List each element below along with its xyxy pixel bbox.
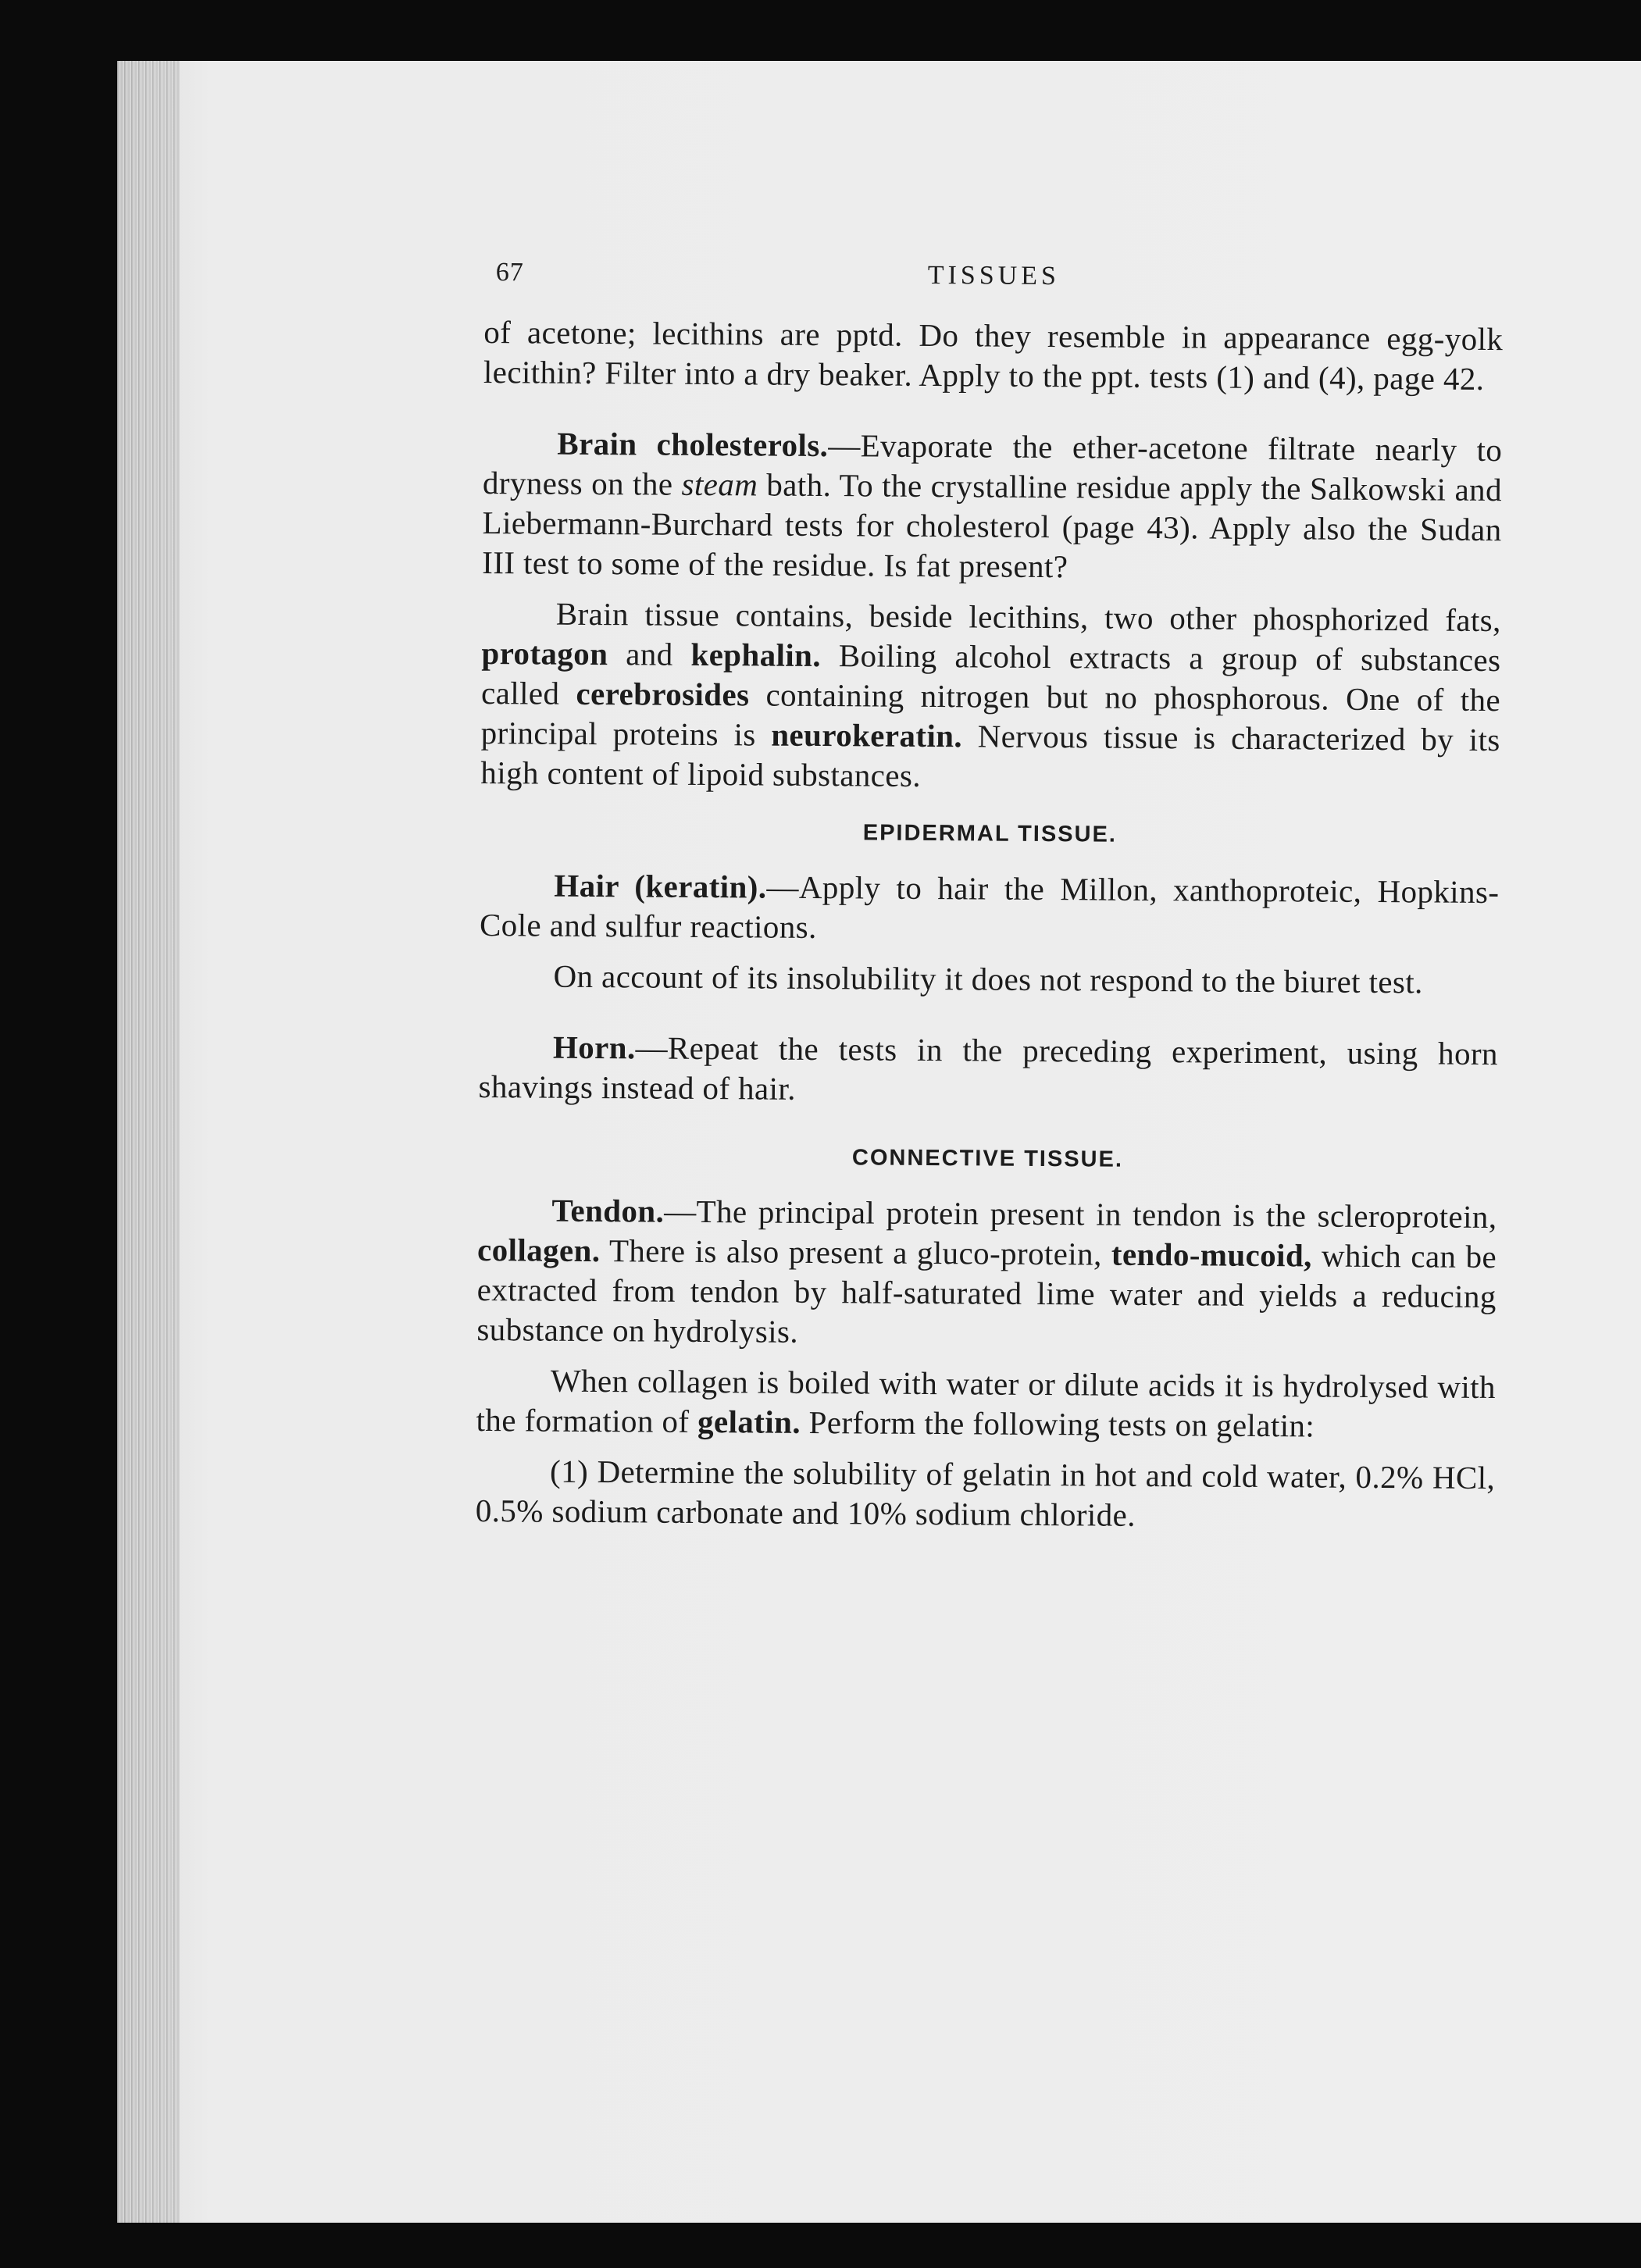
paragraph-horn: Horn.—Repeat the tests in the preceding experiment, using horn shavings instead of hair.: [478, 1029, 1499, 1107]
page-content: [476, 258, 1504, 1538]
heading-epidermal-tissue: EPIDERMAL TISSUE.: [862, 820, 1118, 847]
heading-connective-tissue: CONNECTIVE TISSUE.: [851, 1145, 1124, 1172]
term-horn: Horn.: [552, 1029, 636, 1066]
term-kephalin: kephalin.: [690, 636, 822, 674]
running-head: [484, 258, 1504, 319]
term-collagen: collagen.: [476, 1231, 601, 1269]
paragraph-acetone: of acetone; lecithins are pptd. Do they resemble in appearance egg-yolk lecithin? Filter into a dry beaker. Apply to the ppt. tests (1) and (4), page 42.: [483, 313, 1504, 397]
paragraph-insolubility: On account of its insolubility it does not respond to the biuret test.: [553, 957, 1423, 1000]
term-tendo-mucoid: tendo-mucoid,: [1111, 1236, 1312, 1274]
paragraph-collagen-boiled: When collagen is boiled with water or dilute acids it is hydrolysed with the formation of gelatin. Perform the following tests on gelatin:: [476, 1362, 1497, 1444]
page-number: 67: [495, 258, 524, 287]
paragraph-brain-tissue: Brain tissue contains, beside lecithins, two other phosphorized fats, protagon and kephalin. Boiling alcohol extracts a group of substances called cerebrosides containing nitrogen but no phosphorous. One of the principal proteins is neurokeratin. Nervous tissue is characterized by its high content of lipoid substances.: [480, 595, 1501, 793]
paragraph-brain-cholesterols: Brain cholesterols.—Evaporate the ether-acetone filtrate nearly to dryness on the steam bath. To the crystalline residue apply the Salkowski and Liebermann-Burchard tests for cholesterol (page 43). Apply also the Sudan III test to some of the residue. Is fat present?: [482, 425, 1503, 585]
paragraph-gelatin-solubility: (1) Determine the solubility of gelatin in hot and cold water, 0.2% HCl, 0.5% sodium carbonate and 10% sodium chloride.: [475, 1453, 1496, 1533]
term-hair-keratin: Hair (keratin).: [554, 867, 767, 905]
term-cerebrosides: cerebrosides: [576, 675, 750, 713]
paragraph-tendon: Tendon.—The principal protein present in tendon is the scleroprotein, collagen. There is also present a gluco-protein, tendo-mucoid, which can be extracted from tendon by half-saturated lime water and yields a reducing substance on hydrolysis.: [476, 1192, 1497, 1350]
term-gelatin: gelatin.: [697, 1403, 801, 1440]
term-tendon: Tendon.: [551, 1192, 665, 1229]
term-steam: steam: [681, 465, 758, 503]
paragraph-hair: Hair (keratin).—Apply to hair the Millon, xanthoproteic, Hopkins-Cole and sulfur reactions.: [479, 867, 1500, 945]
term-brain-cholesterols: Brain cholesterols.: [557, 425, 829, 464]
running-title: TISSUES: [927, 260, 1061, 291]
term-protagon: protagon: [481, 634, 608, 672]
term-neurokeratin: neurokeratin.: [771, 716, 963, 754]
page-edge-shadow: [117, 61, 180, 2223]
